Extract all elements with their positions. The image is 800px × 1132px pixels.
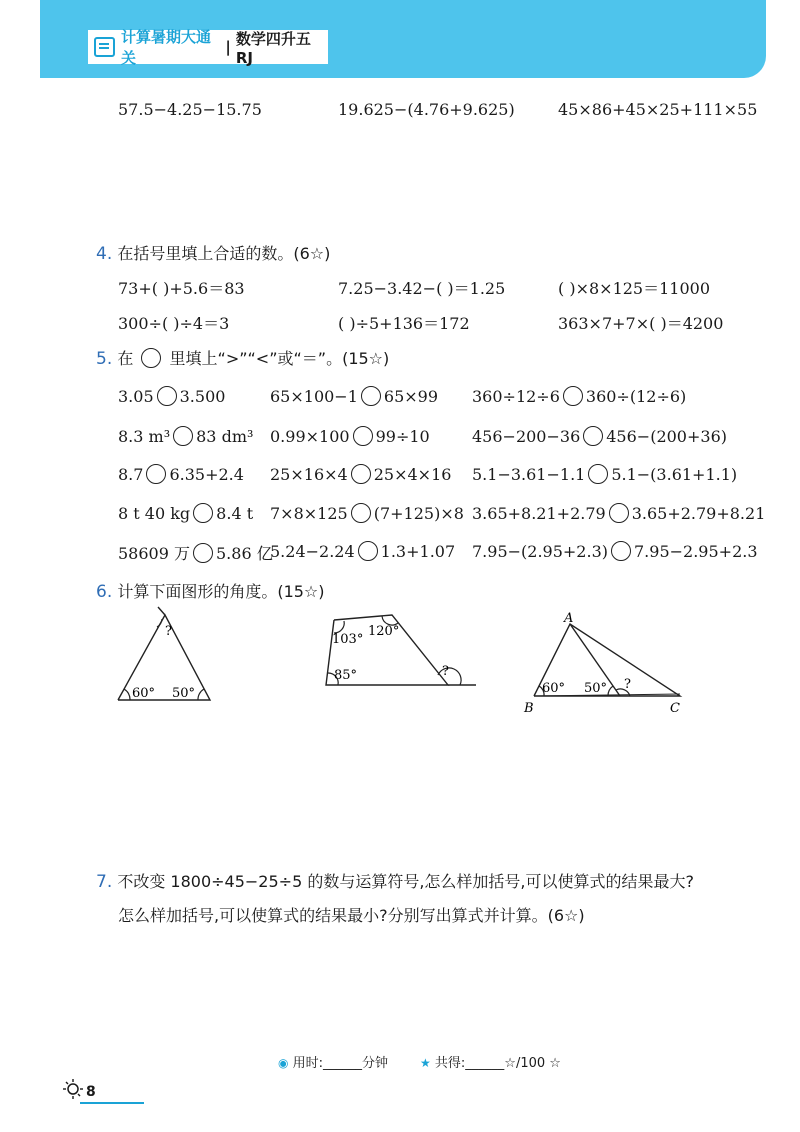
q7-line1 — [96, 869, 694, 892]
compare-circle-icon — [141, 348, 161, 368]
q5-right-expr: 5.86 亿 — [216, 544, 273, 563]
q5-compare-item — [270, 426, 430, 446]
q5-compare-item — [472, 464, 737, 484]
q4-r1-c1: 73+( )+5.6＝83 — [118, 279, 245, 298]
time-blank: ______ — [323, 1056, 363, 1071]
time-unit: 分钟 — [362, 1056, 389, 1071]
q5-left-expr: 7.95−(2.95+2.3) — [472, 542, 608, 561]
figure-triangle-abc — [520, 608, 690, 718]
star-icon: ★ — [420, 1056, 431, 1070]
q5-left-expr: 5.1−3.61−1.1 — [472, 465, 586, 484]
compare-circle-input[interactable] — [157, 386, 177, 406]
q4-r2-c1: 300÷( )÷4＝3 — [118, 314, 230, 333]
top-expr-1: 57.5−4.25−15.75 — [118, 100, 262, 119]
compare-circle-input[interactable] — [609, 503, 629, 523]
q5-right-expr: 360÷(12÷6) — [585, 387, 687, 406]
fig2-right-label: ? — [442, 664, 449, 679]
q4-heading — [96, 241, 330, 264]
series-title: 计算暑期大通关 — [121, 28, 212, 67]
page-number: 8 — [86, 1084, 96, 1100]
figure-triangle-1 — [110, 605, 220, 705]
score-total: ☆/100 ☆ — [504, 1056, 561, 1071]
compare-circle-input[interactable] — [611, 541, 631, 561]
q5-left-expr: 0.99×100 — [270, 427, 350, 446]
q5-title-pre: 在 — [117, 349, 134, 368]
fig3-label-a: A — [564, 611, 574, 626]
q5-right-expr: 5.1−(3.61+1.1) — [611, 465, 738, 484]
compare-circle-input[interactable] — [361, 386, 381, 406]
q5-number: 5. — [96, 349, 113, 369]
header-separator: | — [225, 38, 231, 56]
compare-circle-input[interactable] — [146, 464, 166, 484]
q5-compare-item — [118, 426, 253, 446]
q5-left-expr: 8.7 — [118, 465, 144, 484]
q5-right-expr: 83 dm³ — [196, 427, 254, 446]
q5-compare-item — [270, 541, 455, 561]
fig2-top-left-label: 103° — [332, 632, 364, 647]
page-number-underline — [80, 1102, 144, 1104]
sun-icon — [62, 1078, 84, 1100]
figure-quadrilateral — [320, 605, 480, 695]
q5-right-expr: 7.95−2.95+2.3 — [634, 542, 758, 561]
q4-r1-c2: 7.25−3.42−( )＝1.25 — [338, 279, 506, 298]
top-expr-3: 45×86+45×25+111×55 — [558, 100, 758, 119]
q6-number: 6. — [96, 582, 113, 602]
q5-left-expr: 65×100−1 — [270, 387, 358, 406]
compare-circle-input[interactable] — [358, 541, 378, 561]
q4-r2-c2: ( )÷5+136＝172 — [338, 314, 470, 333]
compare-circle-input[interactable] — [351, 464, 371, 484]
q5-heading — [96, 346, 389, 369]
q6-heading — [96, 579, 325, 602]
compare-circle-input[interactable] — [193, 503, 213, 523]
header-title-tab — [88, 28, 328, 67]
fig1-left-label: 60° — [132, 686, 156, 701]
q5-right-expr: 456−(200+36) — [606, 427, 727, 446]
q5-compare-item — [472, 541, 758, 561]
compare-circle-input[interactable] — [173, 426, 193, 446]
q6-title: 计算下面图形的角度。(15☆) — [117, 582, 325, 601]
q5-compare-item — [118, 464, 244, 484]
q5-right-expr: 65×99 — [383, 387, 439, 406]
q5-right-expr: 8.4 t — [216, 504, 254, 523]
compare-circle-input[interactable] — [563, 386, 583, 406]
q5-left-expr: 8.3 m³ — [118, 427, 171, 446]
fig2-top-right-label: 120° — [368, 624, 400, 639]
q5-left-expr: 360÷12÷6 — [472, 387, 560, 406]
q5-right-expr: (7+125)×8 — [373, 504, 464, 523]
fig2-bottom-left-label: 85° — [334, 668, 358, 683]
q5-right-expr: 1.3+1.07 — [380, 542, 456, 561]
q5-left-expr: 3.65+8.21+2.79 — [472, 504, 606, 523]
q5-left-expr: 8 t 40 kg — [118, 504, 191, 523]
q4-r2-c3: 363×7+7×( )＝4200 — [558, 314, 724, 333]
q5-compare-item — [118, 541, 273, 564]
fig3-angle-b-label: 60° — [542, 681, 566, 696]
q4-r1-c3: ( )×8×125＝11000 — [558, 279, 711, 298]
q5-compare-item — [472, 426, 727, 446]
time-label: 用时: — [292, 1056, 324, 1071]
clock-icon: ◉ — [278, 1056, 289, 1070]
score-section — [420, 1052, 561, 1071]
q5-compare-item — [472, 503, 765, 523]
fig1-right-label: 50° — [172, 686, 196, 701]
q5-left-expr: 25×16×4 — [270, 465, 348, 484]
book-icon — [94, 37, 115, 57]
compare-circle-input[interactable] — [193, 543, 213, 563]
q7-number: 7. — [96, 872, 113, 892]
q7-line2: 怎么样加括号,可以使算式的结果最小?分别写出算式并计算。(6☆) — [118, 906, 585, 925]
q5-compare-item — [118, 503, 253, 523]
header-subtitle: 数学四升五 RJ — [235, 29, 311, 67]
q5-right-expr: 6.35+2.4 — [169, 465, 244, 484]
q5-compare-item — [270, 503, 464, 523]
score-blank: ______ — [465, 1056, 505, 1071]
q4-number: 4. — [96, 244, 113, 264]
q5-title-post: 里填上“>”“<”或“＝”。(15☆) — [169, 349, 390, 368]
time-section — [278, 1052, 388, 1071]
top-expr-2: 19.625−(4.76+9.625) — [338, 100, 515, 119]
compare-circle-input[interactable] — [351, 503, 371, 523]
fig3-question-label: ? — [624, 677, 631, 692]
q5-left-expr: 58609 万 — [118, 544, 190, 563]
compare-circle-input[interactable] — [583, 426, 603, 446]
compare-circle-input[interactable] — [588, 464, 608, 484]
q5-right-expr: 99÷10 — [375, 427, 430, 446]
q5-left-expr: 456−200−36 — [472, 427, 581, 446]
score-label: 共得: — [434, 1056, 466, 1071]
q5-compare-item — [118, 386, 225, 406]
q5-compare-item — [472, 386, 686, 406]
q4-title: 在括号里填上合适的数。(6☆) — [117, 244, 331, 263]
fig3-label-c: C — [670, 701, 680, 716]
q5-compare-item — [270, 464, 451, 484]
q5-left-expr: 5.24−2.24 — [270, 542, 355, 561]
fig3-angle-mid-label: 50° — [584, 681, 608, 696]
q5-compare-item — [270, 386, 438, 406]
fig1-top-label: ? — [165, 624, 172, 639]
q5-right-expr: 25×4×16 — [373, 465, 452, 484]
q7-text-1: 不改变 1800÷45−25÷5 的数与运算符号,怎么样加括号,可以使算式的结果最大? — [117, 872, 695, 891]
q5-left-expr: 3.05 — [118, 387, 154, 406]
q5-right-expr: 3.500 — [179, 387, 226, 406]
q5-left-expr: 7×8×125 — [270, 504, 348, 523]
compare-circle-input[interactable] — [353, 426, 373, 446]
fig3-label-b: B — [524, 701, 534, 716]
q5-right-expr: 3.65+2.79+8.21 — [631, 504, 766, 523]
